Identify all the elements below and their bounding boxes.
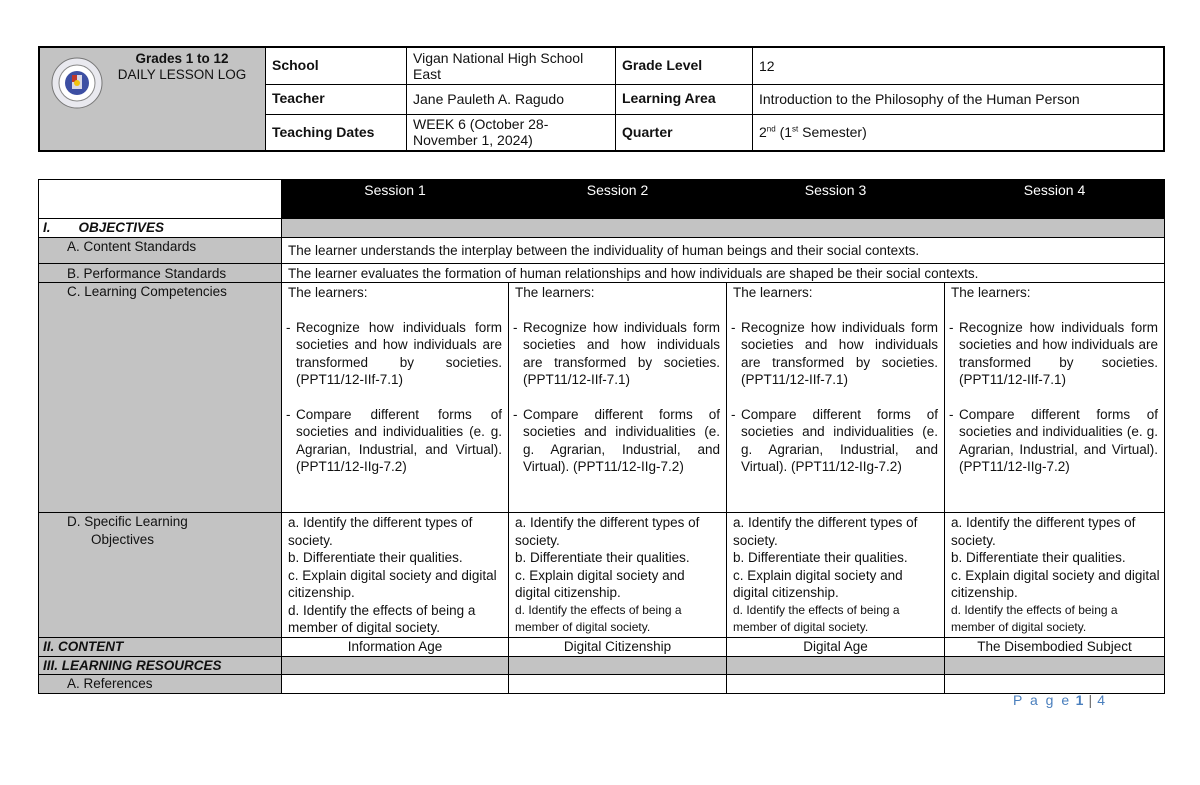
- resources-cell-1: [282, 656, 509, 675]
- objectives-shaded: [282, 219, 1165, 238]
- page-number: 1: [1075, 692, 1085, 708]
- competencies-intro: The learners:: [951, 285, 1031, 300]
- competencies-session-4: [945, 283, 1165, 513]
- teaching-dates-label: Teaching Dates: [266, 114, 407, 151]
- header-table: [38, 46, 1165, 152]
- session-1-header: Session 1: [282, 180, 509, 219]
- resources-cell-3: [727, 656, 945, 675]
- form-title: Grades 1 to 12: [135, 51, 229, 66]
- school-label: School: [266, 47, 407, 84]
- competency-item: - Compare different forms of societies and individualities (e. g. Agrarian, Industrial, and Virtual). (PPT11/12-IIg-7.2): [949, 406, 1158, 474]
- competency-item: - Compare different forms of societies and individualities (e. g. Agrarian, Industrial, and Virtual). (PPT11/12-IIg-7.2): [513, 406, 720, 474]
- competencies-intro: The learners:: [515, 285, 595, 300]
- references-row: [39, 675, 1165, 694]
- competencies-session-1: [282, 283, 509, 513]
- content-row: [39, 638, 1165, 657]
- page-total: 4: [1097, 692, 1106, 708]
- competency-item: - Compare different forms of societies and individualities (e. g. Agrarian, Industrial, and Virtual). (PPT11/12-IIg-7.2): [286, 406, 502, 474]
- objectives-heading: I. OBJECTIVES: [39, 219, 282, 238]
- teacher-value: Jane Pauleth A. Ragudo: [407, 84, 616, 114]
- page-footer: [1013, 692, 1106, 708]
- references-cell-1: [282, 675, 509, 694]
- teacher-label: Teacher: [266, 84, 407, 114]
- content-topic-4: The Disembodied Subject: [945, 638, 1165, 657]
- specific-objectives-session-3: a. Identify the different types of society. b. Differentiate their qualities. c. Explain digital society and digital citizenship. d. Identify the effects of being a member of digital society.: [727, 513, 945, 638]
- content-topic-2: Digital Citizenship: [509, 638, 727, 657]
- quarter-label: Quarter: [616, 114, 753, 151]
- specific-objectives-session-2: a. Identify the different types of society. b. Differentiate their qualities. c. Explain digital society and digital citizenship. d. Identify the effects of being a member of digital society.: [509, 513, 727, 638]
- references-cell-4: [945, 675, 1165, 694]
- content-topic-1: Information Age: [282, 638, 509, 657]
- competencies-intro: The learners:: [733, 285, 813, 300]
- content-topic-3: Digital Age: [727, 638, 945, 657]
- deped-seal-icon: [51, 57, 103, 109]
- session-3-header: Session 3: [727, 180, 945, 219]
- resources-heading: III. LEARNING RESOURCES: [39, 656, 282, 675]
- competency-item: - Compare different forms of societies and individualities (e. g. Agrarian, Industrial, and Virtual). (PPT11/12-IIg-7.2): [731, 406, 938, 474]
- competencies-session-2: [509, 283, 727, 513]
- references-label: A. References: [39, 675, 282, 694]
- competency-item: - Recognize how individuals form societies and how individuals are transformed by societies. (PPT11/12-IIf-7.1): [513, 319, 720, 387]
- grade-level-label: Grade Level: [616, 47, 753, 84]
- lesson-log-table: [38, 179, 1165, 694]
- page-word: P a g e: [1013, 692, 1072, 708]
- content-standards-row: [39, 237, 1165, 263]
- logo-title-cell: [39, 47, 266, 151]
- page-separator: |: [1088, 692, 1093, 708]
- form-subtitle: DAILY LESSON LOG: [117, 67, 247, 82]
- references-cell-2: [509, 675, 727, 694]
- content-standards-label: A. Content Standards: [39, 237, 282, 263]
- specific-objectives-row: [39, 513, 1165, 638]
- session-header-row: [39, 180, 1165, 219]
- competencies-intro: The learners:: [288, 285, 368, 300]
- learning-area-value: Introduction to the Philosophy of the Human Person: [753, 84, 1165, 114]
- specific-objectives-label: D. Specific Learning Objectives: [39, 513, 282, 638]
- content-heading: II. CONTENT: [39, 638, 282, 657]
- competency-item: - Recognize how individuals form societies and how individuals are transformed by societies. (PPT11/12-IIf-7.1): [949, 319, 1158, 387]
- session-2-header: Session 2: [509, 180, 727, 219]
- grade-level-value: 12: [753, 47, 1165, 84]
- school-value: Vigan National High School East: [407, 47, 616, 84]
- references-cell-3: [727, 675, 945, 694]
- resources-cell-4: [945, 656, 1165, 675]
- quarter-value: 2nd (1st Semester): [753, 114, 1165, 151]
- competency-item: - Recognize how individuals form societies and how individuals are transformed by societies. (PPT11/12-IIf-7.1): [286, 319, 502, 387]
- teaching-dates-value: WEEK 6 (October 28-November 1, 2024): [407, 114, 616, 151]
- specific-objectives-session-1: a. Identify the different types of society. b. Differentiate their qualities. c. Explain digital society and digital citizenship. d. Identify the effects of being a member of digital society.: [282, 513, 509, 638]
- learning-area-label: Learning Area: [616, 84, 753, 114]
- performance-standards-label: B. Performance Standards: [39, 263, 282, 283]
- performance-standards-text: The learner evaluates the formation of human relationships and how individuals are shaped be their social contexts.: [282, 263, 1165, 283]
- specific-objectives-session-4: a. Identify the different types of society. b. Differentiate their qualities. c. Explain digital society and digital citizenship. d. Identify the effects of being a member of digital society.: [945, 513, 1165, 638]
- learning-competencies-label: C. Learning Competencies: [39, 283, 282, 513]
- performance-standards-row: [39, 263, 1165, 283]
- session-4-header: Session 4: [945, 180, 1165, 219]
- resources-row: [39, 656, 1165, 675]
- learning-competencies-row: [39, 283, 1165, 513]
- session-corner: [39, 180, 282, 219]
- content-standards-text: The learner understands the interplay between the individuality of human beings and their social contexts.: [282, 237, 1165, 263]
- competencies-session-3: [727, 283, 945, 513]
- resources-cell-2: [509, 656, 727, 675]
- objectives-row: [39, 219, 1165, 238]
- competency-item: - Recognize how individuals form societies and how individuals are transformed by societies. (PPT11/12-IIf-7.1): [731, 319, 938, 387]
